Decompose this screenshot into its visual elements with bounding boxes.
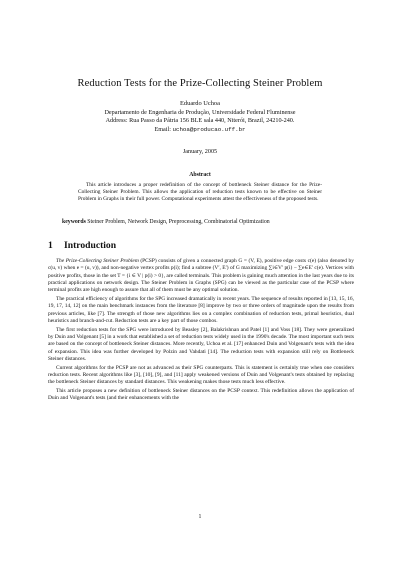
page-number: 1: [198, 514, 202, 520]
paper-title: Reduction Tests for the Prize-Collecting Steiner Problem: [77, 78, 323, 89]
author-name: Eduardo Uchoa: [180, 100, 220, 107]
email-address: uchoa@producao.uff.br: [172, 125, 246, 133]
abstract-text: This article introduces a proper redefinition of the concept of bottleneck Steiner distance for the Prize-Collecting Steiner Problem. This allows the application of reduction tests known to be effective on Steiner Problem in Graphs in their full power. Computational experiments attest the effectiveness of the proposed tests.: [78, 182, 322, 203]
section-title: Introduction: [64, 240, 117, 251]
paragraph: The first reduction tests for the SPG were introduced by Beasley [2], Balakrishnan and Patel [1] and Voss [18]. They were generalized by Duin and Volgenant [5] in a work that established a set of reduction tests widely used in the 1990's decade. The most important such tests are based on the concept of bottleneck Steiner distances. More recently, Uchoa et al. [17] enhanced Duin and Volgenant's tests with the idea of expansion. This idea was further developed by Polzin and Vahdati [14]. The reduction tests with expansion still rely on Bottleneck Steiner distances.: [48, 326, 354, 363]
email-line: [40, 126, 360, 134]
affiliation-line: Departamento de Engenharia de Produção, Universidade Federal Fluminense: [104, 109, 296, 116]
paragraph: [48, 258, 354, 295]
paragraph: Current algorithms for the PCSP are not as advanced as their SPG counterparts. This is statement is certainly true when one considers reduction tests. Recent algorithms like [3], [10], [9], and [11] apply weakened versions of Duin and Volgenant's tests obtained by replacing the bottleneck Steiner distances by standard distances. This weakening makes those tests much less effective.: [48, 364, 354, 386]
author-affiliation: [40, 109, 360, 134]
keywords-label: keywords: [62, 219, 86, 225]
keywords-list: Steiner Problem, Network Design, Preprocessing, Combinatorial Optimization: [85, 219, 270, 225]
address-line: Address: Rua Passo da Pátria 156 BLE sala 440, Niterói, Brazil, 24210-240.: [105, 117, 295, 125]
paragraph: The practical efficiency of algorithms for the SPG increased dramatically in recent years. The sequence of results reported in [13, 15, 16, 19, 17, 14, 12] on the main benchmark instances from the literature [8] improve by two or three orders of magnitude upon the results from previous articles, like [7]. The strength of those new algorithms lies on a complex combination of reduction tests, primal heuristics, dual heuristics and branch-and-cut. Reduction tests are a key part of those combos.: [48, 296, 354, 325]
problem-term: The Prize-Collecting Steiner Problem: [56, 258, 139, 264]
body-text: [48, 258, 354, 403]
paragraph: This article proposes a new definition of bottleneck Steiner distances on the PCSP context. This redefinition allows the application of Duin and Volgenant's tests (and their enhancements with the: [48, 388, 354, 402]
section-number: 1: [48, 240, 53, 251]
paragraph-text: (PCSP) consists of given a connected graph G = (V, E), positive edge costs c(e) (also denoted by c(u, v) when e = (u, v)), and non-negative vertex profits p(i); find a subtree (V′, E′) of G maximizing ∑i∈V′ p(i) − ∑e∈E′ c(e). Vertices with positive profits, those in the set T = {i ∈ V | p(i) > 0}, are called terminals. This problem is gaining much attention in the last years due to its practical applications on network design. The Steiner Problem in Graphs (SPG) can be viewed as the particular case of the PCSP where terminal profits are high enough to assure that all of them must be any optimal solution.: [48, 258, 354, 294]
email-label: Email:: [154, 125, 173, 133]
keywords-line: [62, 219, 352, 225]
abstract-heading: Abstract: [189, 172, 211, 178]
section-heading: [48, 240, 348, 251]
paper-date: January, 2005: [182, 148, 218, 155]
